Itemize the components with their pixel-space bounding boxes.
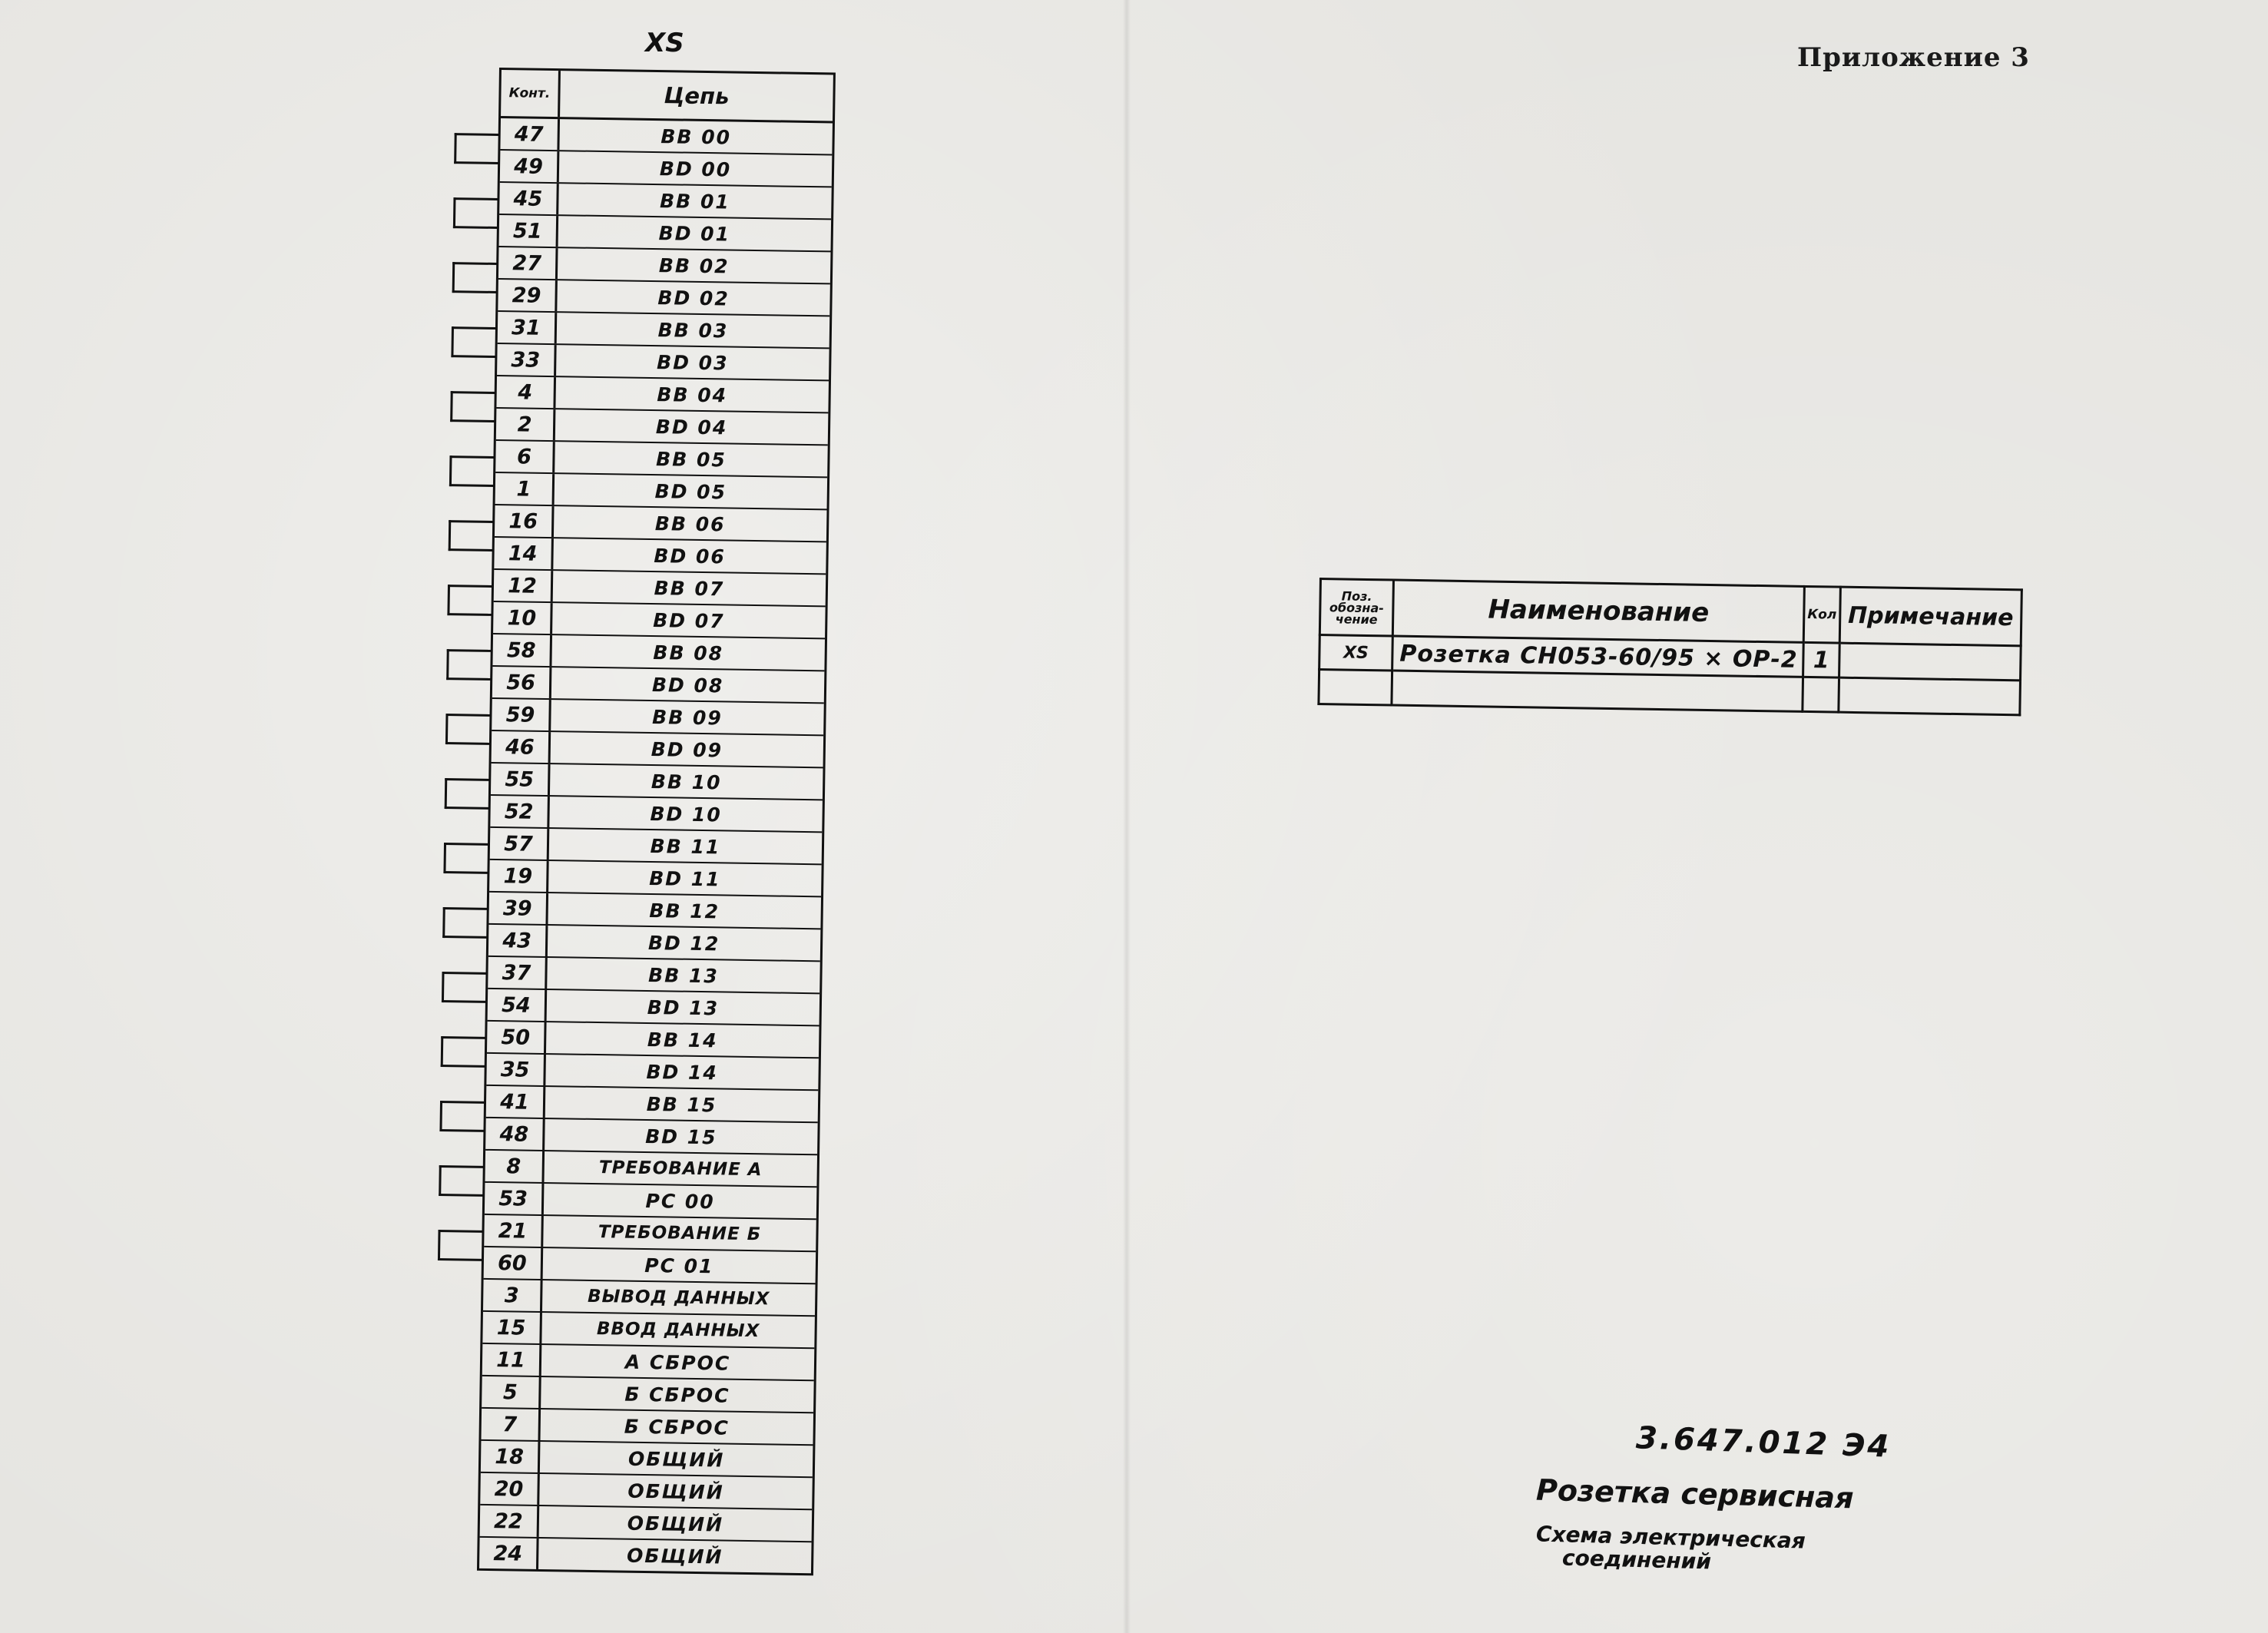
pin-row bbox=[491, 764, 823, 800]
pin-contact: 48 bbox=[485, 1118, 545, 1150]
component-note bbox=[1839, 677, 2021, 715]
component-note bbox=[1839, 643, 2021, 681]
pin-circuit: Б СБРОС bbox=[624, 1415, 730, 1439]
pin-circuit: ВD 14 bbox=[646, 1060, 718, 1084]
pin-contact: 49 bbox=[500, 151, 560, 182]
pin-circuit: ОБЩИЙ bbox=[627, 1479, 724, 1504]
pin-circuit: А СБРОС bbox=[624, 1350, 731, 1375]
pin-row bbox=[485, 1151, 817, 1187]
pin-circuit: ВВ 08 bbox=[653, 641, 724, 664]
pin-contact: 39 bbox=[488, 893, 548, 924]
pin-row bbox=[495, 505, 827, 542]
component-pos bbox=[1319, 670, 1392, 705]
pin-row bbox=[490, 828, 823, 865]
pin-circuit: ВD 13 bbox=[647, 995, 720, 1019]
pin-contact: 31 bbox=[498, 312, 558, 343]
pin-circuit: ВD 08 bbox=[651, 673, 724, 697]
pin-contact: 60 bbox=[484, 1247, 544, 1279]
pin-contact: 11 bbox=[482, 1344, 542, 1376]
jumper-loop bbox=[443, 843, 488, 874]
pin-contact: 50 bbox=[487, 1022, 547, 1053]
pin-contact: 37 bbox=[488, 957, 548, 989]
component-table bbox=[1317, 578, 2022, 716]
pin-contact: 16 bbox=[495, 505, 555, 537]
pin-circuit: ВВ 05 bbox=[655, 447, 727, 471]
pin-row bbox=[500, 118, 833, 155]
pin-contact: 58 bbox=[492, 634, 552, 666]
contact-column-header: Конт. bbox=[501, 70, 561, 117]
pin-circuit: ВD 12 bbox=[647, 931, 720, 955]
pin-row bbox=[485, 1183, 817, 1220]
pin-row bbox=[496, 409, 829, 446]
pin-circuit: ОБЩИЙ bbox=[626, 1544, 723, 1568]
pin-contact: 1 bbox=[495, 473, 555, 505]
pin-row bbox=[492, 699, 824, 736]
pin-contact: 45 bbox=[499, 183, 559, 214]
pin-row bbox=[499, 215, 832, 252]
pin-row bbox=[482, 1312, 815, 1349]
pin-contact: 22 bbox=[480, 1505, 540, 1537]
pin-row bbox=[500, 151, 833, 187]
pin-row bbox=[492, 634, 825, 671]
pin-contact: 56 bbox=[492, 667, 552, 698]
pin-contact: 54 bbox=[488, 989, 548, 1021]
page-fold bbox=[1123, 0, 1131, 1633]
pin-contact: 41 bbox=[486, 1086, 546, 1118]
pin-row bbox=[484, 1247, 816, 1284]
pin-contact: 21 bbox=[484, 1215, 544, 1247]
pin-circuit: ВD 04 bbox=[655, 415, 728, 439]
pin-row bbox=[489, 860, 822, 897]
pin-contact: 55 bbox=[491, 764, 551, 795]
pin-contact: 19 bbox=[489, 860, 549, 892]
pin-contact: 51 bbox=[499, 215, 559, 247]
pin-circuit: ВВ 14 bbox=[647, 1028, 718, 1052]
pin-circuit: ВD 11 bbox=[648, 866, 721, 890]
pin-contact: 14 bbox=[494, 538, 554, 569]
pin-row bbox=[498, 280, 830, 316]
pin-row bbox=[499, 183, 832, 220]
pin-circuit: ТРЕБОВАНИЕ А bbox=[598, 1158, 763, 1181]
pin-circuit: РС 00 bbox=[645, 1189, 715, 1213]
pin-circuit: ВВ 03 bbox=[657, 318, 729, 342]
jumper-loop bbox=[445, 778, 490, 810]
pin-table-header bbox=[501, 70, 833, 123]
pin-circuit: ВВОД ДАННЫХ bbox=[596, 1319, 760, 1342]
pin-contact: 27 bbox=[498, 247, 558, 279]
pin-contact: 2 bbox=[496, 409, 556, 440]
jumper-loop bbox=[439, 1101, 485, 1132]
pin-contact: 43 bbox=[488, 925, 548, 956]
pin-contact: 47 bbox=[500, 118, 560, 150]
pin-circuit: ВD 01 bbox=[658, 221, 731, 245]
component-qty: 1 bbox=[1803, 642, 1840, 677]
pin-row bbox=[497, 344, 829, 381]
pin-rows bbox=[479, 118, 833, 1573]
jumper-loop bbox=[438, 1230, 483, 1261]
pin-circuit: ТРЕБОВАНИЕ Б bbox=[598, 1222, 762, 1245]
pin-circuit: ВВ 07 bbox=[654, 576, 725, 600]
pin-contact: 59 bbox=[492, 699, 551, 730]
pin-row bbox=[493, 602, 826, 639]
document-title: Розетка сервисная bbox=[1535, 1472, 1855, 1515]
pin-table bbox=[477, 68, 836, 1575]
pin-contact: 52 bbox=[490, 796, 550, 827]
jumper-loop bbox=[449, 520, 494, 552]
pin-circuit: ВD 00 bbox=[659, 157, 732, 181]
pin-row bbox=[486, 1054, 819, 1091]
component-name bbox=[1392, 671, 1803, 711]
circuit-column-header: Цепь bbox=[664, 82, 730, 110]
pin-row bbox=[486, 1086, 819, 1123]
pin-row bbox=[494, 538, 826, 575]
pin-circuit: ВD 15 bbox=[645, 1125, 717, 1148]
jumper-loop bbox=[447, 585, 492, 616]
pin-contact: 18 bbox=[481, 1441, 541, 1472]
pin-circuit: ВВ 01 bbox=[659, 189, 730, 213]
pin-circuit: ВВ 10 bbox=[651, 770, 722, 793]
pin-contact: 7 bbox=[482, 1409, 541, 1440]
pin-row bbox=[479, 1538, 812, 1573]
pin-circuit: ВВ 02 bbox=[658, 253, 730, 277]
jumper-loop bbox=[451, 326, 496, 358]
pin-contact: 12 bbox=[494, 570, 554, 601]
pin-row bbox=[498, 247, 831, 284]
note-column-header: Примечание bbox=[1839, 587, 2021, 646]
jumper-loop bbox=[454, 133, 499, 164]
pin-contact: 29 bbox=[498, 280, 558, 311]
pin-circuit: ВВ 11 bbox=[650, 834, 721, 858]
pin-circuit: ВD 10 bbox=[650, 802, 722, 826]
pin-row bbox=[494, 570, 826, 607]
document-subtitle-line1: Схема электрическая bbox=[1535, 1521, 1806, 1554]
pin-circuit: ВD 02 bbox=[657, 286, 730, 310]
pin-circuit: ВD 06 bbox=[654, 544, 726, 568]
jumper-loop bbox=[452, 262, 498, 293]
pin-row bbox=[495, 473, 828, 510]
pin-contact: 4 bbox=[496, 376, 556, 408]
pin-circuit: ВD 07 bbox=[652, 608, 725, 632]
pin-row bbox=[481, 1441, 813, 1478]
pin-circuit: ВВ 09 bbox=[651, 705, 723, 729]
jumper-loop bbox=[453, 197, 498, 229]
pin-row bbox=[480, 1473, 813, 1510]
connector-designator: XS bbox=[645, 28, 684, 58]
pin-circuit: ОБЩИЙ bbox=[627, 1447, 725, 1472]
jumper-loop bbox=[446, 649, 492, 681]
pin-circuit: ВВ 04 bbox=[657, 383, 728, 406]
component-name: Розетка СН053-60/95 × ОР-2 bbox=[1392, 636, 1804, 677]
pin-row bbox=[496, 376, 829, 413]
appendix-label: Приложение 3 bbox=[1797, 42, 2030, 73]
jumper-loop bbox=[441, 1036, 486, 1068]
pin-circuit: ВВ 12 bbox=[649, 899, 720, 922]
pin-circuit: ВВ 13 bbox=[647, 963, 720, 987]
pin-row bbox=[495, 441, 828, 478]
name-column-header: Наименование bbox=[1392, 580, 1804, 642]
pin-row bbox=[482, 1344, 815, 1381]
pin-circuit: ВD 05 bbox=[654, 479, 727, 503]
pin-contact: 15 bbox=[482, 1312, 542, 1343]
pin-row bbox=[483, 1280, 816, 1317]
pin-circuit: ОБЩИЙ bbox=[627, 1512, 724, 1536]
component-pos: XS bbox=[1319, 635, 1393, 671]
pin-row bbox=[481, 1409, 813, 1446]
pin-contact: 5 bbox=[482, 1376, 541, 1408]
pin-row bbox=[487, 1022, 819, 1058]
pin-circuit: ВВ 00 bbox=[661, 124, 732, 148]
jumper-loop bbox=[442, 972, 487, 1003]
pin-circuit: РС 01 bbox=[644, 1254, 714, 1277]
pin-row bbox=[488, 957, 820, 994]
pin-contact: 8 bbox=[485, 1151, 545, 1182]
jumper-loop bbox=[449, 455, 495, 487]
pin-row bbox=[488, 989, 820, 1026]
pin-contact: 3 bbox=[483, 1280, 543, 1311]
pin-row bbox=[490, 796, 823, 833]
pin-circuit: ВВ 15 bbox=[646, 1092, 717, 1116]
pin-row bbox=[485, 1118, 818, 1155]
pin-contact: 10 bbox=[493, 602, 553, 634]
pin-contact: 46 bbox=[492, 731, 551, 763]
pin-row bbox=[488, 925, 821, 962]
pin-circuit: ВЫВОД ДАННЫХ bbox=[587, 1286, 770, 1310]
pin-contact: 6 bbox=[495, 441, 555, 472]
jumper-loop bbox=[442, 907, 488, 939]
jumper-loop bbox=[439, 1165, 484, 1197]
pin-contact: 20 bbox=[480, 1473, 540, 1505]
pin-row bbox=[482, 1376, 814, 1413]
document-subtitle-line2: соединений bbox=[1561, 1545, 1712, 1575]
pin-circuit: ВВ 06 bbox=[654, 512, 726, 535]
pin-row bbox=[484, 1215, 816, 1252]
jumper-loop bbox=[450, 391, 495, 422]
qty-column-header: Кол bbox=[1803, 586, 1840, 643]
jumper-loop bbox=[445, 714, 491, 745]
pin-circuit: Б СБРОС bbox=[624, 1383, 730, 1407]
pos-column-header: Поз. обозна- чение bbox=[1319, 579, 1393, 636]
pin-row bbox=[488, 893, 821, 929]
pin-contact: 57 bbox=[490, 828, 550, 860]
pin-circuit: ВD 09 bbox=[651, 737, 723, 761]
pin-row bbox=[492, 731, 824, 768]
pin-contact: 24 bbox=[479, 1538, 539, 1569]
document-number: 3.647.012 Э4 bbox=[1635, 1420, 1892, 1465]
pin-row bbox=[492, 667, 825, 704]
pin-contact: 33 bbox=[497, 344, 557, 376]
pin-row bbox=[498, 312, 830, 349]
component-qty bbox=[1803, 677, 1839, 712]
pin-circuit: ВD 03 bbox=[656, 350, 729, 374]
pin-contact: 35 bbox=[486, 1054, 546, 1085]
pin-contact: 53 bbox=[485, 1183, 545, 1214]
pin-row bbox=[480, 1505, 813, 1542]
